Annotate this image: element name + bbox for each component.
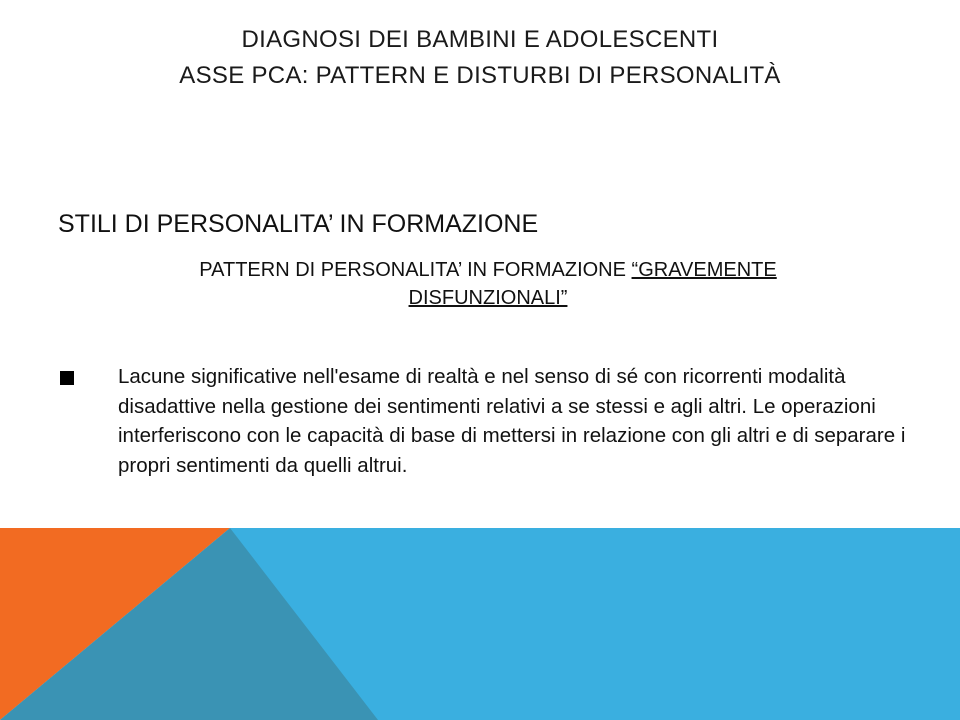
pattern-line-2 bbox=[409, 284, 568, 312]
title-line-2: ASSE PCA: PATTERN E DISTURBI DI PERSONALITÀ bbox=[179, 62, 781, 89]
pattern-underlined-2: DISFUNZIONALI” bbox=[408, 287, 568, 309]
pattern-line-1 bbox=[199, 256, 776, 284]
bullet-text: Lacune significative nell'esame di realtà e nel senso di sé con ricorrenti modalità disadattive nella gestione dei sentimenti relativi a se stessi e agli altri. Le operazioni interferiscono con le capacità di base di mettersi in relazione con gli altri e di separare i propri sentimenti da quelli altrui. bbox=[118, 365, 906, 477]
pattern-prefix: PATTERN DI PERSONALITA’ IN FORMAZIONE bbox=[199, 259, 632, 281]
square-bullet-icon bbox=[60, 371, 74, 385]
slide-title bbox=[40, 22, 920, 94]
pattern-underlined-1: “GRAVEMENTE bbox=[631, 259, 777, 281]
pattern-heading bbox=[58, 256, 918, 312]
title-line-1: DIAGNOSI DEI BAMBINI E ADOLESCENTI bbox=[241, 26, 719, 53]
subheading: STILI DI PERSONALITA’ IN FORMAZIONE bbox=[58, 210, 539, 238]
bullet-item bbox=[58, 362, 918, 480]
